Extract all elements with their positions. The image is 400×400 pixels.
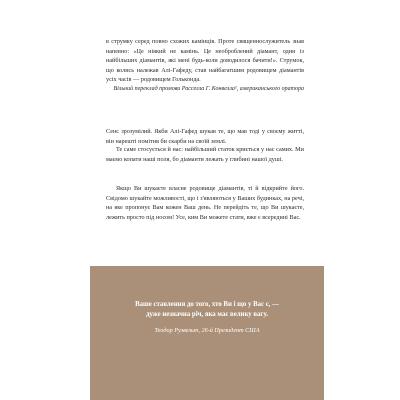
quote-author: Теодор Рузвельт, 26-й Президент США — [154, 327, 260, 334]
quote-line-2: дуже незначна річ, яка має велику вагу. — [146, 311, 268, 319]
body-paragraph-1: в струмку серед повно схожих камінців. Проте священнослужитель знав напевно: «Це ніякий не камінь. Це необроблений діамант, один із найбільших діамантів, які мені будь-коли доводилося бачити!». Струмок, що колись належав Алі-Гафеду, став найбагатшим родовищем діамантів усіх часів — родовищем Гольконда. — [106, 38, 304, 84]
quote-line-1: Ваше ставлення до того, хто Ви і що у Вас є, — — [135, 301, 279, 308]
quote-box — [90, 266, 324, 400]
body-paragraph-3: Те саме стосується й нас: найбільший статок криється у нас самих. Ми маємо копати наші поля, бо діаманти лежать у глибині нашої душі. — [106, 146, 304, 163]
speech-attribution: Вільний переклад промови Расселла Г. Конвелла¹, американського оратора — [113, 86, 304, 92]
quote-text — [90, 300, 324, 321]
body-paragraph-4: Якщо Ви шукаєте власне родовище діамантів, ті й відкрийте його. Свідомо шукайте можливості, що і з'являються у Ваших будинках, на речі, на яке пропонує Вам кожен Ваш день. Не перейдіть те, що Ви шукаєте, лежить просто під носом! Усе, ким Ви можете стати, вже є всередині Вас. — [106, 185, 304, 221]
body-paragraph-2: Сенс зрозумілий. Якби Алі-Гафед шукав те, що мав тоді у своєму житті, він нарешті помітив би скарби на своїй землі. — [106, 128, 304, 145]
